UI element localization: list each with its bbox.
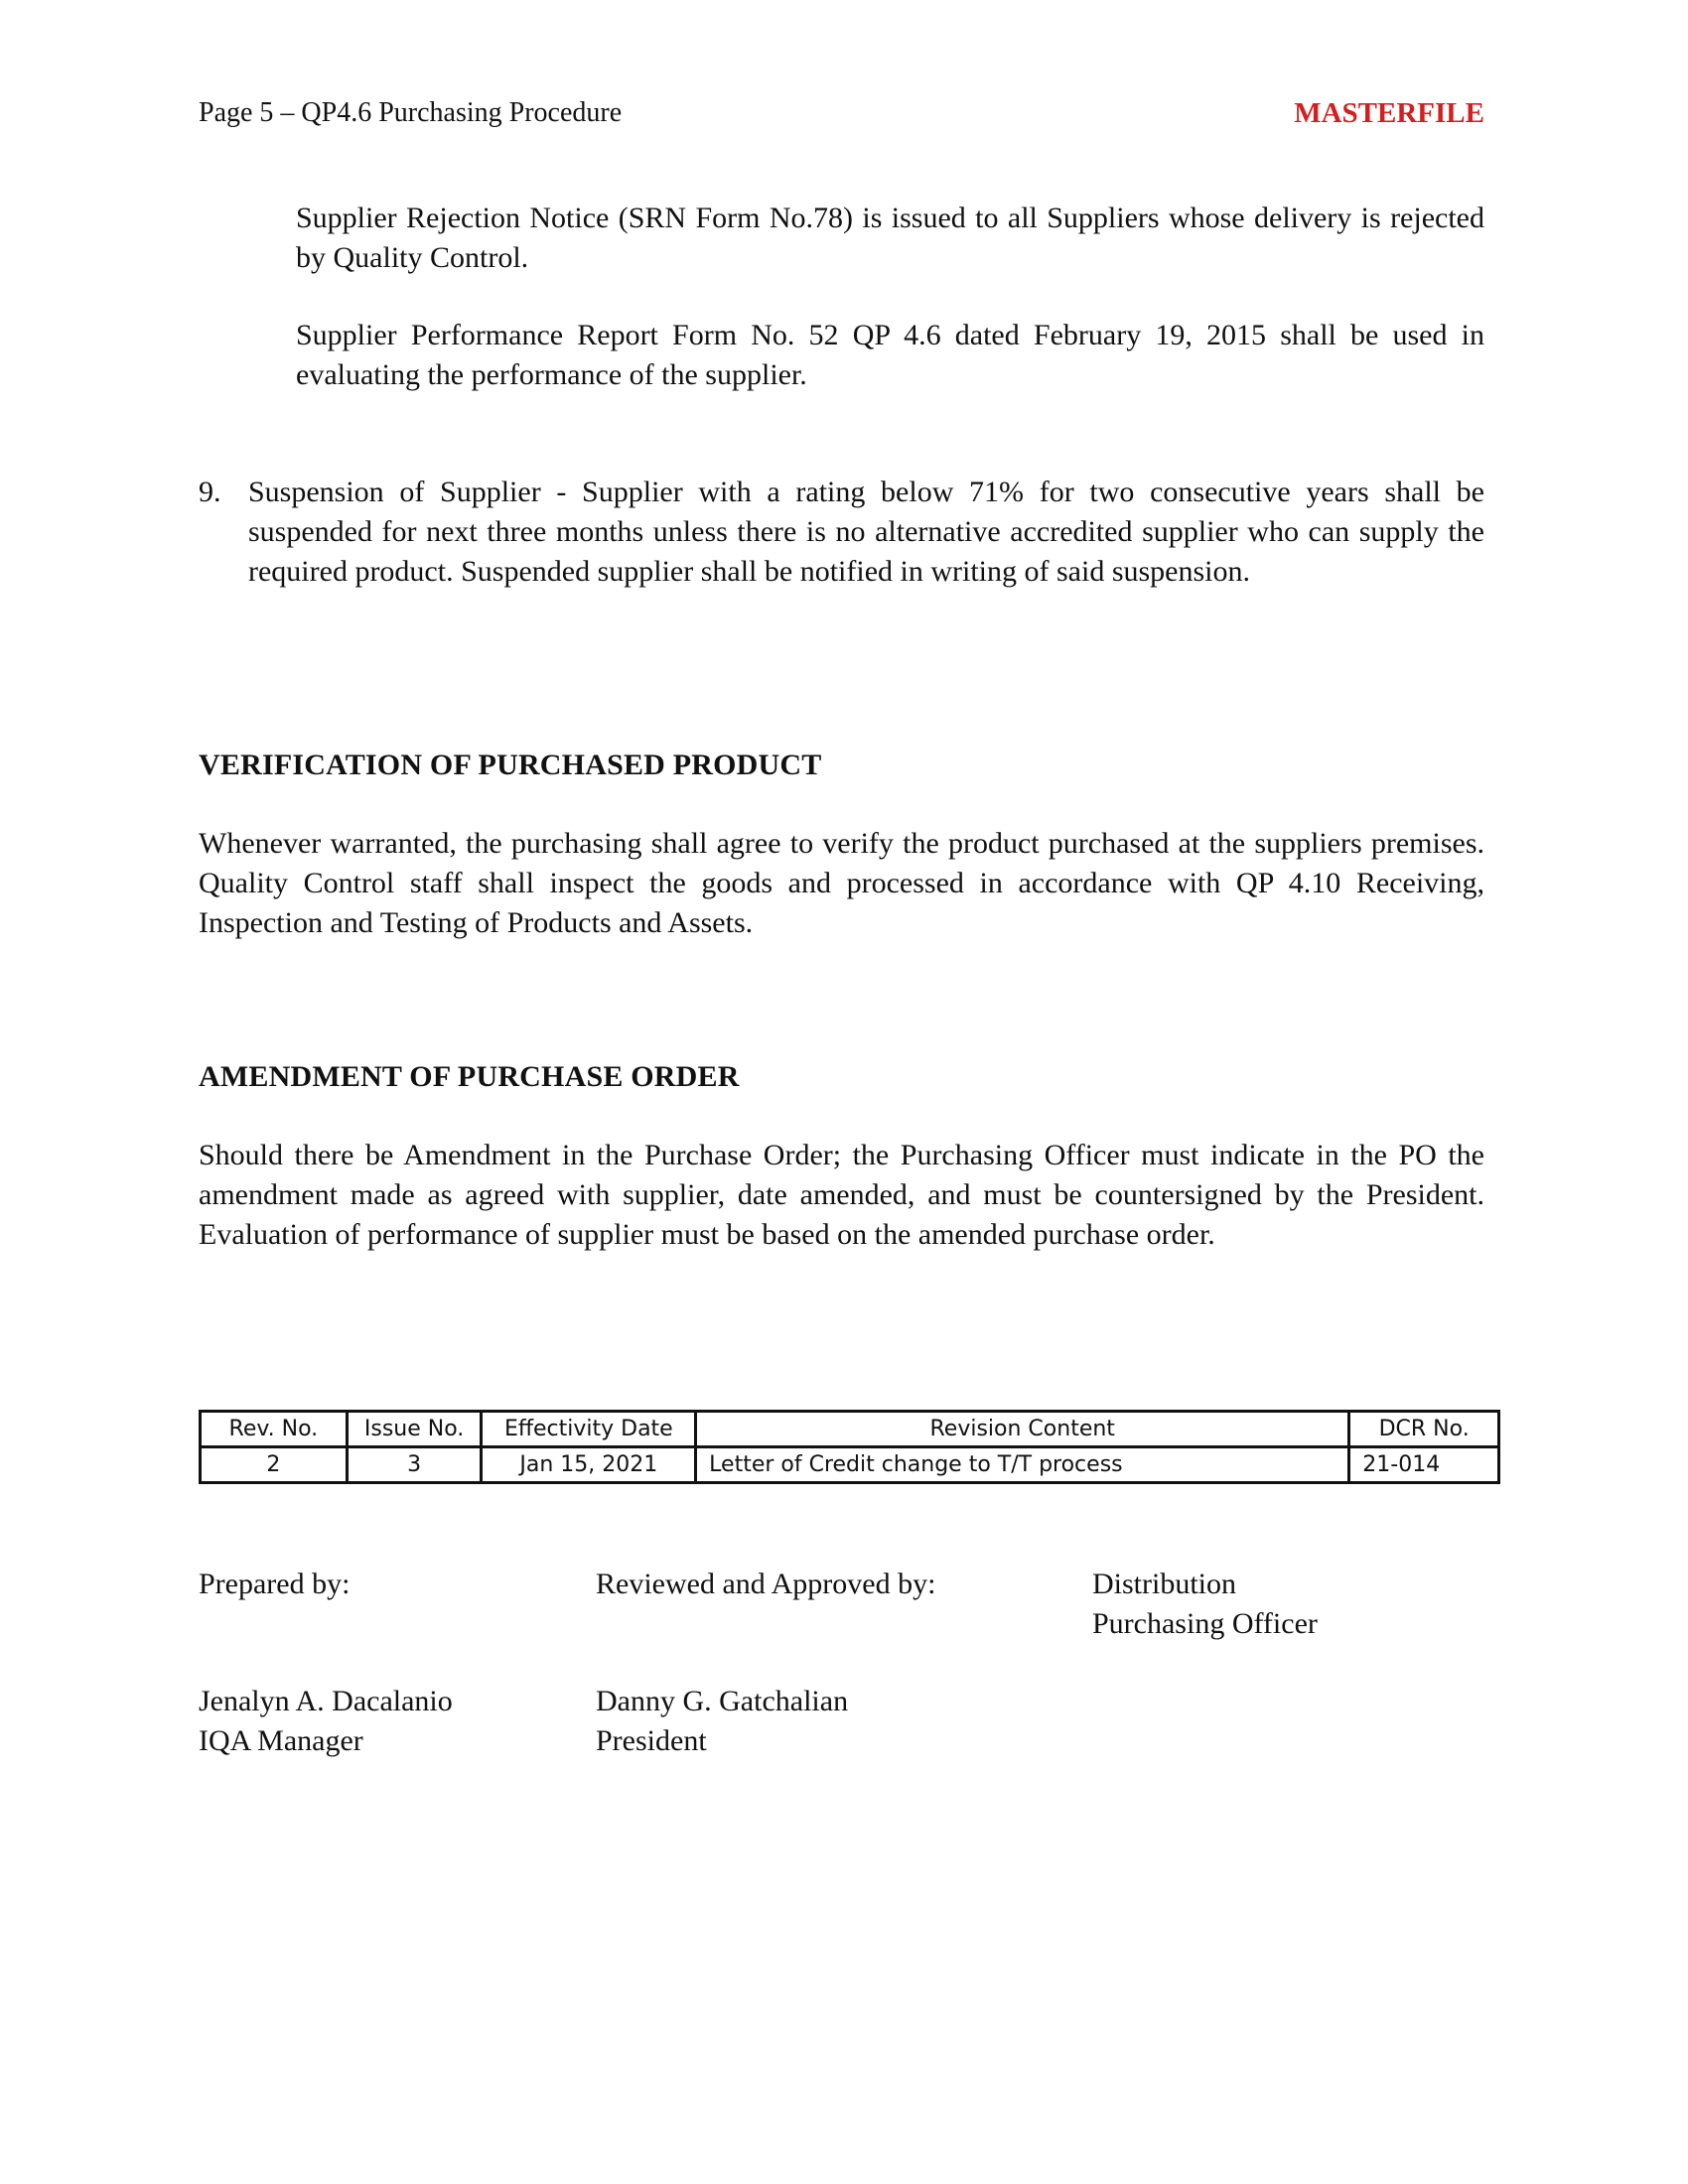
approver-title: President [596,1724,707,1757]
amendment-heading: AMENDMENT OF PURCHASE ORDER [199,1060,740,1093]
header-effectivity-date: Effectivity Date [482,1412,696,1447]
approver-name: Danny G. Gatchalian [596,1685,849,1717]
header-issue-no: Issue No. [347,1412,482,1447]
header-rev-no: Rev. No. [201,1412,348,1447]
header-revision-content: Revision Content [696,1412,1349,1447]
masterfile-label: MASTERFILE [1294,97,1484,129]
reviewed-by-label: Reviewed and Approved by: [596,1568,936,1600]
header-dcr-no: DCR No. [1349,1412,1499,1447]
revision-table [199,1410,1500,1484]
amendment-paragraph: Should there be Amendment in the Purchase Order; the Purchasing Officer must indicate in the PO the amendment made as agreed with supplier, date amended, and must be countersigned by the President. Evaluation of performance of supplier must be based on the amended purchase order. [199,1139,1484,1251]
preparer-title: IQA Manager [199,1724,363,1757]
page-header [199,97,1484,137]
table-row [201,1447,1499,1483]
list-item-text: Suspension of Supplier - Supplier with a rating below 71% for two consecutive years shall be suspended for next three months unless there is no alternative accredited supplier who can supply the required product. Suspended supplier shall be notified in writing of said suspension. [248,476,1484,588]
cell-revision-content: Letter of Credit change to T/T process [696,1447,1349,1483]
page-header-title: Page 5 – QP4.6 Purchasing Procedure [199,97,623,128]
preparer-name: Jenalyn A. Dacalanio [199,1685,453,1717]
cell-rev-no: 2 [201,1447,348,1483]
srn-paragraph: Supplier Rejection Notice (SRN Form No.78) is issued to all Suppliers whose delivery is rejected by Quality Control. [296,202,1484,274]
cell-dcr-no: 21-014 [1349,1447,1499,1483]
distribution-label: Distribution [1092,1568,1237,1600]
cell-effectivity-date: Jan 15, 2021 [482,1447,696,1483]
revision-table-header-row [201,1412,1499,1447]
distribution-value: Purchasing Officer [1092,1607,1318,1640]
spr-paragraph: Supplier Performance Report Form No. 52 QP 4.6 dated February 19, 2015 shall be used in evaluating the performance of the supplier. [296,319,1484,391]
cell-issue-no: 3 [347,1447,482,1483]
verification-heading: VERIFICATION OF PURCHASED PRODUCT [199,749,822,781]
list-item-number: 9. [199,476,221,508]
prepared-by-label: Prepared by: [199,1568,351,1600]
verification-paragraph: Whenever warranted, the purchasing shall agree to verify the product purchased at the suppliers premises. Quality Control staff shall inspect the goods and processed in accordance with QP 4.10 Receiving, Inspection and Testing of Products and Assets. [199,827,1484,939]
